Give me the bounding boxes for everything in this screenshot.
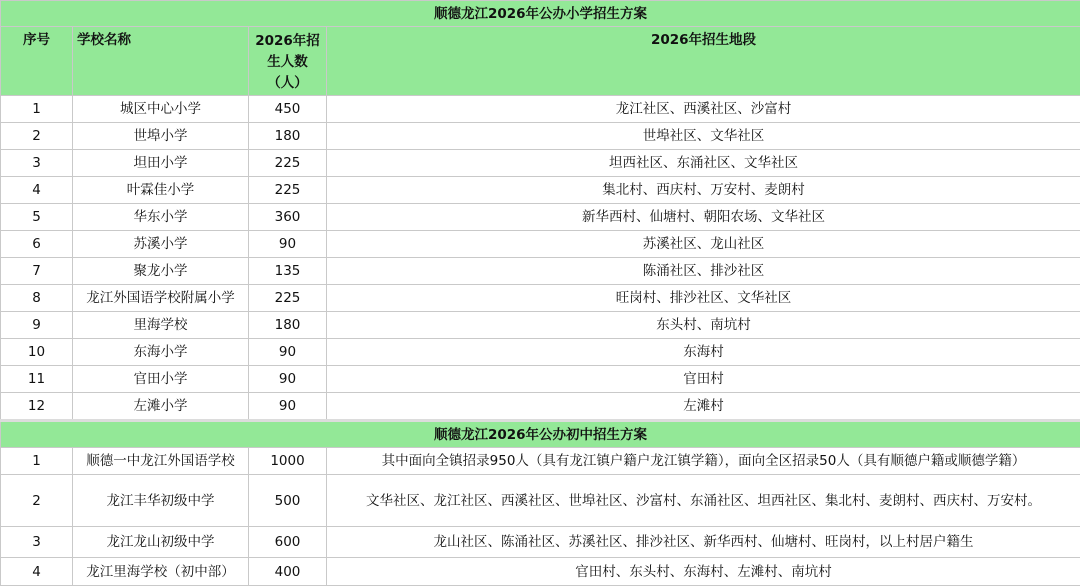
table-row — [1, 366, 1080, 393]
table-row — [1, 393, 1080, 421]
table-row — [1, 258, 1080, 285]
enrollment-count: 90 — [249, 393, 327, 421]
school-name: 官田小学 — [73, 366, 249, 393]
enrollment-count: 135 — [249, 258, 327, 285]
enrollment-count: 500 — [249, 475, 327, 527]
header-school-name: 学校名称 — [73, 27, 249, 96]
school-name: 坦田小学 — [73, 150, 249, 177]
table-row — [1, 96, 1080, 123]
table-row — [1, 339, 1080, 366]
district-range: 官田村、东头村、东海村、左滩村、南坑村 — [327, 558, 1080, 586]
middle-title-row — [1, 421, 1080, 448]
row-index: 3 — [1, 150, 73, 177]
row-index: 7 — [1, 258, 73, 285]
table-row — [1, 177, 1080, 204]
row-index: 3 — [1, 527, 73, 558]
row-index: 2 — [1, 123, 73, 150]
enrollment-count: 225 — [249, 177, 327, 204]
enrollment-count: 400 — [249, 558, 327, 586]
header-row — [1, 27, 1080, 96]
table-row — [1, 475, 1080, 527]
school-name: 苏溪小学 — [73, 231, 249, 258]
row-index: 4 — [1, 177, 73, 204]
district-range: 旺岗村、排沙社区、文华社区 — [327, 285, 1080, 312]
school-name: 东海小学 — [73, 339, 249, 366]
district-range: 新华西村、仙塘村、朝阳农场、文华社区 — [327, 204, 1080, 231]
school-name: 里海学校 — [73, 312, 249, 339]
row-index: 11 — [1, 366, 73, 393]
header-district: 2026年招生地段 — [327, 27, 1080, 96]
school-name: 聚龙小学 — [73, 258, 249, 285]
table-row — [1, 448, 1080, 475]
district-range: 坦西社区、东涌社区、文华社区 — [327, 150, 1080, 177]
enrollment-count: 90 — [249, 366, 327, 393]
school-name: 左滩小学 — [73, 393, 249, 421]
enrollment-count: 600 — [249, 527, 327, 558]
table-row — [1, 150, 1080, 177]
district-range: 龙江社区、西溪社区、沙富村 — [327, 96, 1080, 123]
district-range: 文华社区、龙江社区、西溪社区、世埠社区、沙富村、东涌社区、坦西社区、集北村、麦朗村、西庆村、万安村。 — [327, 475, 1080, 527]
row-index: 2 — [1, 475, 73, 527]
enrollment-count: 90 — [249, 231, 327, 258]
table-row — [1, 285, 1080, 312]
table-row — [1, 527, 1080, 558]
table-row — [1, 123, 1080, 150]
district-range: 龙山社区、陈涌社区、苏溪社区、排沙社区、新华西村、仙塘村、旺岗村，以上村居户籍生 — [327, 527, 1080, 558]
district-range: 左滩村 — [327, 393, 1080, 421]
district-range: 集北村、西庆村、万安村、麦朗村 — [327, 177, 1080, 204]
table-row — [1, 204, 1080, 231]
district-range: 世埠社区、文华社区 — [327, 123, 1080, 150]
district-range: 陈涌社区、排沙社区 — [327, 258, 1080, 285]
district-range: 苏溪社区、龙山社区 — [327, 231, 1080, 258]
school-name: 顺德一中龙江外国语学校 — [73, 448, 249, 475]
row-index: 10 — [1, 339, 73, 366]
school-name: 叶霖佳小学 — [73, 177, 249, 204]
row-index: 1 — [1, 448, 73, 475]
header-enrollment: 2026年招生人数（人） — [249, 27, 327, 96]
primary-title-row — [1, 1, 1080, 27]
enrollment-count: 180 — [249, 123, 327, 150]
school-name: 龙江龙山初级中学 — [73, 527, 249, 558]
middle-table-title: 顺德龙江2026年公办初中招生方案 — [1, 421, 1080, 448]
header-index: 序号 — [1, 27, 73, 96]
district-range: 官田村 — [327, 366, 1080, 393]
enrollment-count: 225 — [249, 150, 327, 177]
enrollment-count: 360 — [249, 204, 327, 231]
school-name: 世埠小学 — [73, 123, 249, 150]
district-range: 其中面向全镇招录950人（具有龙江镇户籍户龙江镇学籍），面向全区招录50人（具有顺德户籍或顺德学籍） — [327, 448, 1080, 475]
row-index: 6 — [1, 231, 73, 258]
row-index: 9 — [1, 312, 73, 339]
school-name: 华东小学 — [73, 204, 249, 231]
school-name: 龙江外国语学校附属小学 — [73, 285, 249, 312]
row-index: 4 — [1, 558, 73, 586]
primary-table-title: 顺德龙江2026年公办小学招生方案 — [1, 1, 1080, 27]
enrollment-count: 450 — [249, 96, 327, 123]
school-name: 城区中心小学 — [73, 96, 249, 123]
district-range: 东头村、南坑村 — [327, 312, 1080, 339]
enrollment-count: 90 — [249, 339, 327, 366]
enrollment-count: 225 — [249, 285, 327, 312]
school-name: 龙江里海学校（初中部） — [73, 558, 249, 586]
district-range: 东海村 — [327, 339, 1080, 366]
enrollment-count: 180 — [249, 312, 327, 339]
row-index: 1 — [1, 96, 73, 123]
row-index: 8 — [1, 285, 73, 312]
enrollment-count: 1000 — [249, 448, 327, 475]
row-index: 12 — [1, 393, 73, 421]
school-name: 龙江丰华初级中学 — [73, 475, 249, 527]
table-row — [1, 231, 1080, 258]
table-row — [1, 312, 1080, 339]
row-index: 5 — [1, 204, 73, 231]
table-row — [1, 558, 1080, 586]
